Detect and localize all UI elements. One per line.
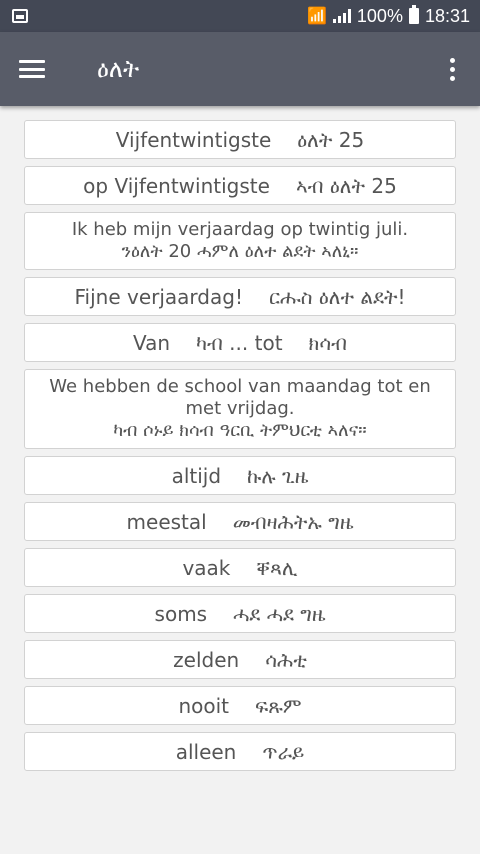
gallery-notification-icon	[12, 9, 28, 23]
tigrinya-text: ርሑስ ዕለተ ልደት!	[268, 284, 406, 309]
list-item[interactable]	[24, 277, 456, 316]
list-item[interactable]	[24, 369, 456, 449]
list-item[interactable]	[24, 686, 456, 725]
clock: 18:31	[424, 5, 470, 26]
page-title: ዕለት	[97, 55, 140, 83]
list-item[interactable]	[24, 166, 456, 205]
tigrinya-text: ቐጻሊ	[256, 555, 298, 580]
list-item[interactable]	[24, 640, 456, 679]
tigrinya-text: መብዛሕትኡ ግዜ	[232, 509, 354, 534]
battery-icon	[409, 8, 419, 24]
list-item[interactable]	[24, 732, 456, 771]
dutch-text: alleen	[175, 739, 237, 764]
dutch-text: altijd	[171, 463, 222, 488]
battery-percent: 100%	[356, 5, 403, 26]
dutch-text: nooit	[178, 693, 229, 718]
status-right	[307, 6, 470, 27]
tigrinya-text: ካብ ሶኑይ ክሳብ ዓርቢ ትምህርቲ ኣለና።	[113, 420, 367, 441]
tigrinya-text: ሳሕቲ	[265, 647, 307, 672]
status-bar	[0, 0, 480, 32]
list-item[interactable]	[24, 502, 456, 541]
list-item[interactable]	[24, 120, 456, 159]
tigrinya-text: ፍጹም	[255, 693, 302, 718]
tigrinya-text: ንዕለት 20 ሓምለ ዕለተ ልደት ኣለኒ።	[121, 241, 359, 262]
wifi-icon: 📶	[306, 8, 327, 25]
list-item[interactable]	[24, 548, 456, 587]
tigrinya-text: ኣብ ዕለት 25	[295, 173, 397, 198]
dutch-text: We hebben de school van maandag tot en met vrijdag.	[49, 376, 431, 419]
list-item[interactable]	[24, 212, 456, 270]
dutch-text: soms	[154, 601, 208, 626]
hamburger-menu-icon[interactable]	[19, 60, 45, 78]
tigrinya-text: ካብ ... tot	[196, 330, 283, 355]
tigrinya-text: ጥራይ	[262, 739, 305, 764]
list-item[interactable]	[24, 594, 456, 633]
dutch-text: op Vijfentwintigste	[83, 173, 270, 198]
signal-icon	[333, 9, 351, 23]
app-bar	[0, 32, 480, 106]
dutch-text: zelden	[173, 647, 240, 672]
dutch-text: Ik heb mijn verjaardag op twintig juli.	[71, 219, 409, 240]
list-item[interactable]	[24, 323, 456, 362]
dutch-text: Vijfentwintigste	[115, 127, 272, 152]
tigrinya-text-extra: ክሳብ	[308, 330, 347, 355]
list-item[interactable]	[24, 456, 456, 495]
dutch-text: meestal	[126, 509, 207, 534]
phrase-list	[24, 120, 456, 771]
dutch-text: Van	[133, 330, 171, 355]
tigrinya-text: ኩሉ ጊዜ	[247, 463, 309, 488]
tigrinya-text: ዕለት 25	[297, 127, 365, 152]
tigrinya-text: ሓደ ሓደ ግዜ	[233, 601, 326, 626]
dutch-text: Fijne verjaardag!	[74, 284, 243, 309]
dutch-text: vaak	[182, 555, 231, 580]
more-options-icon[interactable]	[450, 58, 455, 81]
